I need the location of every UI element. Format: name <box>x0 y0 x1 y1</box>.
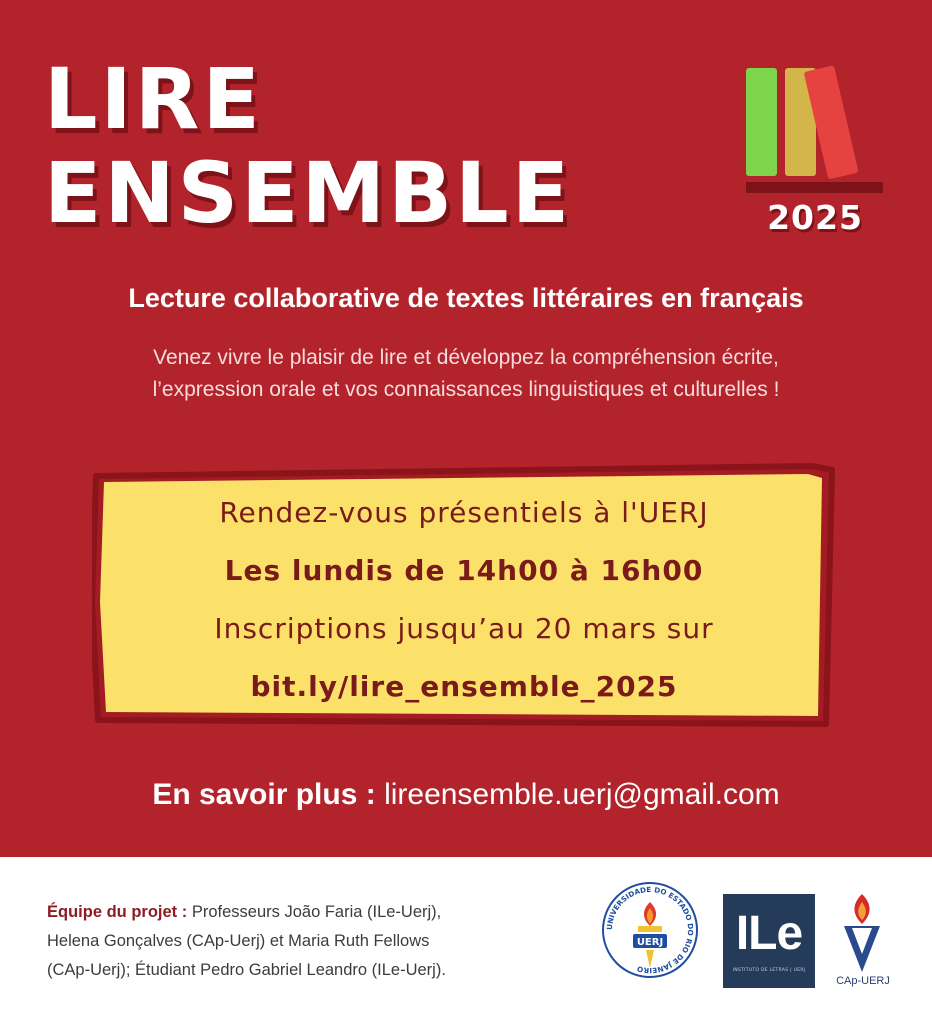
info-lines <box>92 484 836 716</box>
registration-link[interactable]: bit.ly/lire_ensemble_2025 <box>250 670 678 703</box>
title-line-2: ENSEMBLE <box>44 144 573 242</box>
page-title <box>44 52 572 240</box>
uerj-ring-text: UNIVERSIDADE DO ESTADO DO RIO DE JANEIRO <box>604 884 696 976</box>
info-line-3: Inscriptions jusqu’au 20 mars sur <box>214 612 714 645</box>
contact-line <box>0 778 932 812</box>
intro-line-1: Venez vivre le plaisir de lire et développez la compréhension écrite, <box>153 346 779 369</box>
books-icon <box>740 62 890 202</box>
info-box <box>92 462 836 730</box>
uerj-logo-icon <box>600 880 700 980</box>
intro-line-2: l’expression orale et vos connaissances linguistiques et culturelles ! <box>152 378 780 401</box>
team-line-2: Helena Gonçalves (CAp-Uerj) et Maria Ruth Fellows <box>47 932 430 950</box>
subtitle: Lecture collaborative de textes littéraires en français <box>128 283 804 313</box>
year-label: 2025 <box>767 198 863 237</box>
ile-logo-text: ILe <box>735 907 803 960</box>
ile-logo <box>723 894 815 988</box>
title-line-1: LIRE <box>44 50 263 148</box>
team-label: Équipe du projet : <box>47 903 188 921</box>
team-credits <box>47 898 567 985</box>
team-line-3: (CAp-Uerj); Étudiant Pedro Gabriel Leandro (ILe-Uerj). <box>47 961 446 979</box>
ile-logo-subtext: INSTITUTO DE LETRAS | UERJ <box>732 968 806 973</box>
intro-text <box>40 342 892 406</box>
uerj-center-text: UERJ <box>636 937 664 948</box>
team-line-1: Professeurs João Faria (ILe-Uerj), <box>191 903 442 921</box>
contact-email[interactable]: lireensemble.uerj@gmail.com <box>384 778 780 811</box>
info-line-2: Les lundis de 14h00 à 16h00 <box>224 554 704 587</box>
cap-logo-text: CAp-UERJ <box>836 975 890 987</box>
contact-label: En savoir plus : <box>152 778 376 811</box>
info-line-1: Rendez-vous présentiels à l'UERJ <box>219 496 709 529</box>
